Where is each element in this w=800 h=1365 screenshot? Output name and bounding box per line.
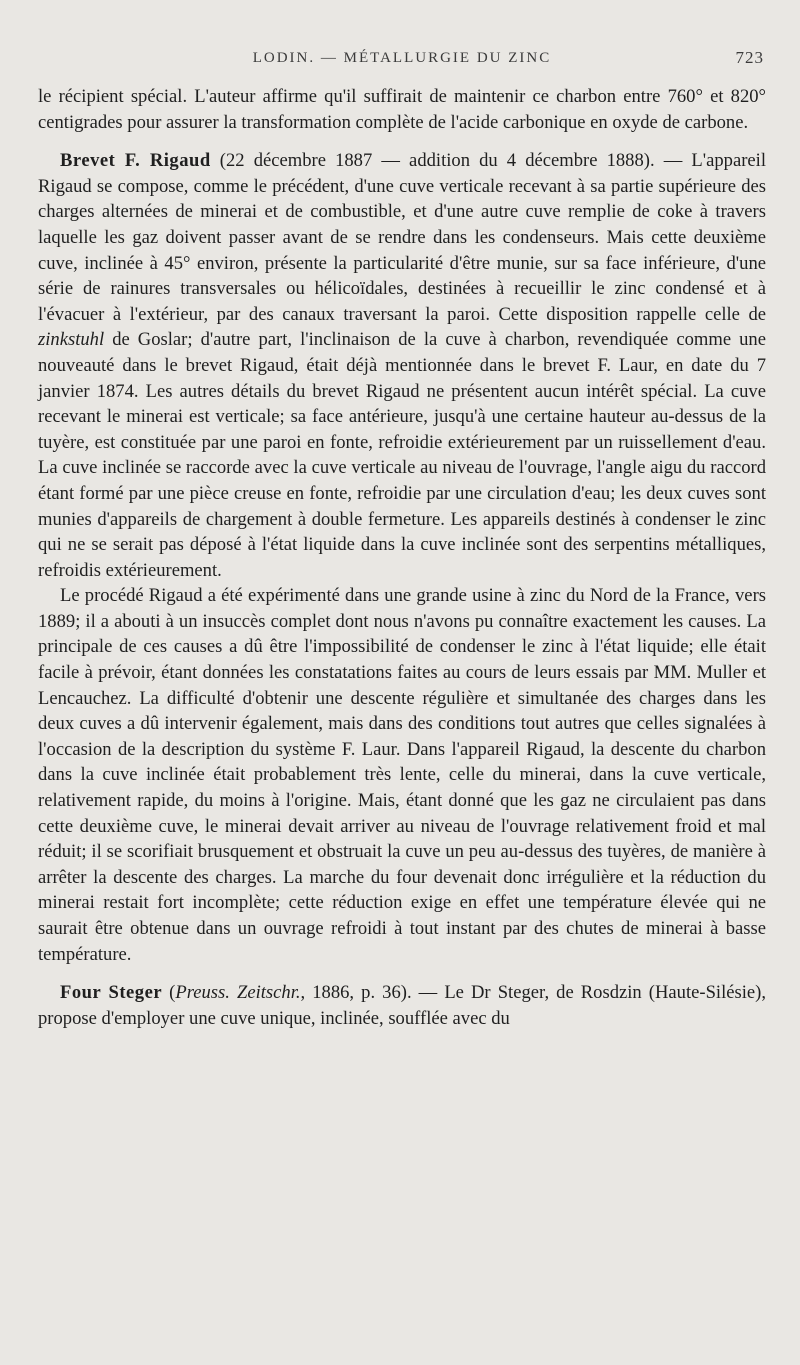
paragraph-text: (22 décembre 1887 — addition du 4 décembre 1888). — L'appareil Rigaud se compose, comme le précédent, d'une cuve verticale recevant à sa partie supérieure des charges alternées de minerai et de combustible, et d'une autre cuve remplie de coke à travers laquelle les gaz doivent passer avant de se rendre dans les condenseurs. Mais cette deuxième cuve, inclinée à 45° environ, présente la particularité d'être munie, sur sa face inférieure, d'une série de rainures transversales ou hélicoïdales, destinées à recueillir le zinc condensé et à l'évacuer à l'extérieur, par des canaux traversant la paroi. Cette disposition rappelle celle de [38, 150, 766, 325]
paragraph-brevet-rigaud [38, 148, 766, 583]
running-title: LODIN. — MÉTALLURGIE DU ZINC [252, 50, 552, 66]
paragraph-procede-rigaud: Le procédé Rigaud a été expérimenté dans une grande usine à zinc du Nord de la France, vers 1889; il a abouti à un insuccès complet dont nous n'avons pu connaître exactement les causes. La principale de ces causes a dû être l'impossibilité de condenser le zinc à l'état liquide; elle était facile à prévoir, étant données les constatations faites au cours de leurs essais par MM. Muller et Lencauchez. La difficulté d'obtenir une descente régulière et simultanée des charges dans les deux cuves a dû intervenir également, mais dans des conditions tout autres que celles signalées à l'occasion de la description du système F. Laur. Dans l'appareil Rigaud, la descente du charbon dans la cuve inclinée était probablement très lente, celle du minerai, dans la cuve verticale, relativement rapide, du moins à l'origine. Mais, étant donné que les gaz ne circulaient pas dans cette deuxième cuve, le minerai devait arriver au niveau de l'ouvrage relativement froid et mal réduit; il se scorifiait brusquement et obstruait la cuve un peu au-dessus des tuyères, de manière à arrêter la descente des charges. La marche du four devenait donc irrégulière et la réduction du minerai restait fort incomplète; cette réduction exige en effet une température élevée qui ne saurait être obtenue dans un ouvrage refroidi à tout instant par des chutes de minerai à basse température. [38, 585, 766, 965]
body-text [38, 84, 766, 1031]
section-heading-four-steger: Four Steger [60, 982, 163, 1004]
italic-citation: Preuss. Zeitschr. [175, 982, 301, 1004]
italic-term: zinkstuhl [38, 329, 105, 351]
paragraph-four-steger [38, 980, 766, 1031]
paragraph-continuation: le récipient spécial. L'auteur affirme qu'il suffirait de maintenir ce charbon entre 760° et 820° centigrades pour assurer la transformation complète de l'acide carbonique en oxyde de carbone. [38, 86, 766, 133]
section-heading-brevet-rigaud: Brevet F. Rigaud [60, 150, 211, 172]
paragraph-text: de Goslar; d'autre part, l'inclinaison de la cuve à charbon, revendiquée comme une nouveauté dans le brevet Rigaud, était déjà mentionnée dans le brevet F. Laur, en date du 7 janvier 1874. Les autres détails du brevet Rigaud ne présentent aucun intérêt spécial. La cuve recevant le minerai est verticale; sa face antérieure, jusqu'à une certaine hauteur au-dessus de la tuyère, est constituée par une paroi en fonte, refroidie extérieurement par un ruissellement d'eau. La cuve inclinée se raccorde avec la cuve verticale au niveau de l'ouvrage, l'angle aigu du raccord étant formé par une pièce creuse en fonte, refroidie par une circulation d'eau; les deux cuves sont munies d'appareils de chargement à double fermeture. Les appareils destinés à condenser le zinc qui ne se serait pas déposé à l'état liquide dans la cuve inclinée sont des serpentins métalliques, refroidis extérieurement. [38, 329, 766, 581]
paragraph-text: ( [162, 982, 176, 1004]
running-header [38, 44, 766, 74]
page-number: 723 [735, 48, 764, 67]
paragraph-text: , 1886, p. 36). — Le Dr Steger, de Rosdzin (Haute-Silésie), propose d'employer une cuve unique, inclinée, soufflée avec du [38, 982, 767, 1029]
